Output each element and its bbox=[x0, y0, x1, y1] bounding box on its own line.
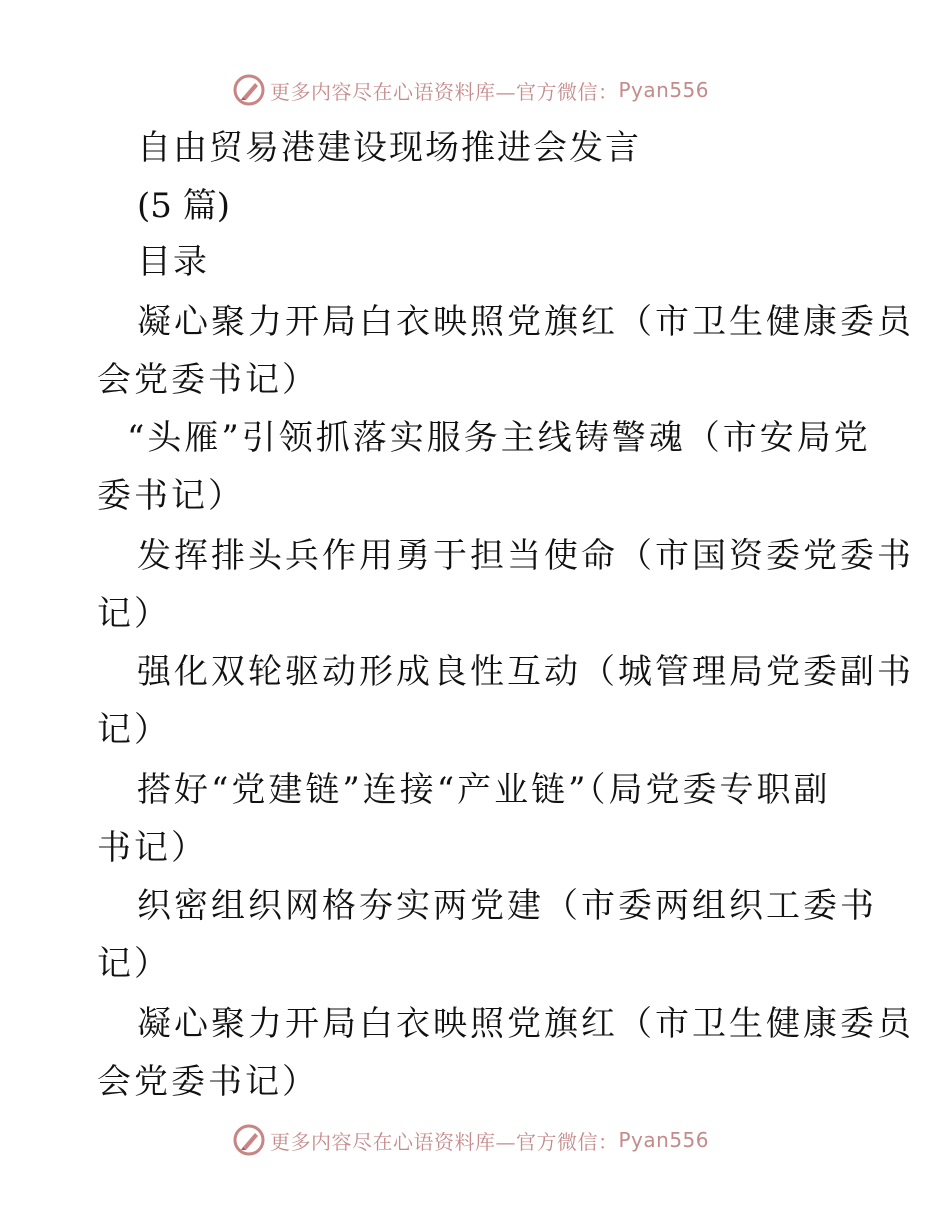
toc-entry-4-cont: 记） bbox=[97, 710, 171, 750]
document-count: (5 篇) bbox=[137, 186, 230, 226]
toc-entry-6-cont: 记） bbox=[97, 944, 171, 984]
toc-entry-4: 强化双轮驱动形成良性互动（城管理局党委副书 bbox=[137, 652, 914, 692]
banner-text: 更多内容尽在心语资料库—官方微信： bbox=[270, 79, 619, 104]
toc-entry-7-cont: 会党委书记） bbox=[97, 1062, 319, 1102]
toc-entry-3-cont: 记） bbox=[97, 594, 171, 634]
toc-entry-2-cont: 委书记） bbox=[97, 476, 245, 516]
banner-account: Pyan556 bbox=[618, 78, 710, 102]
toc-entry-2: “头雁”引领抓落实服务主线铸警魂（市安局党 bbox=[127, 418, 871, 458]
pen-circle-icon bbox=[232, 73, 266, 107]
toc-entry-1-cont: 会党委书记） bbox=[97, 360, 319, 400]
footer-watermark-banner bbox=[232, 1122, 709, 1158]
toc-heading: 目录 bbox=[137, 242, 209, 282]
banner-text: 更多内容尽在心语资料库—官方微信： bbox=[270, 1129, 619, 1154]
pen-circle-icon bbox=[232, 1123, 266, 1157]
banner-account: Pyan556 bbox=[618, 1128, 710, 1152]
toc-entry-1: 凝心聚力开局白衣映照党旗红（市卫生健康委员 bbox=[137, 302, 914, 342]
document-title: 自由贸易港建设现场推进会发言 bbox=[137, 128, 641, 168]
toc-entry-5-cont: 书记） bbox=[97, 828, 208, 868]
toc-entry-3: 发挥排头兵作用勇于担当使命（市国资委党委书 bbox=[137, 536, 914, 576]
toc-entry-5: 搭好“党建链”连接“产业链”（局党委专职副 bbox=[137, 770, 831, 810]
header-watermark-banner bbox=[232, 72, 709, 108]
toc-entry-7: 凝心聚力开局白衣映照党旗红（市卫生健康委员 bbox=[137, 1004, 914, 1044]
toc-entry-6: 织密组织网格夯实两党建（市委两组织工委书 bbox=[137, 886, 877, 926]
